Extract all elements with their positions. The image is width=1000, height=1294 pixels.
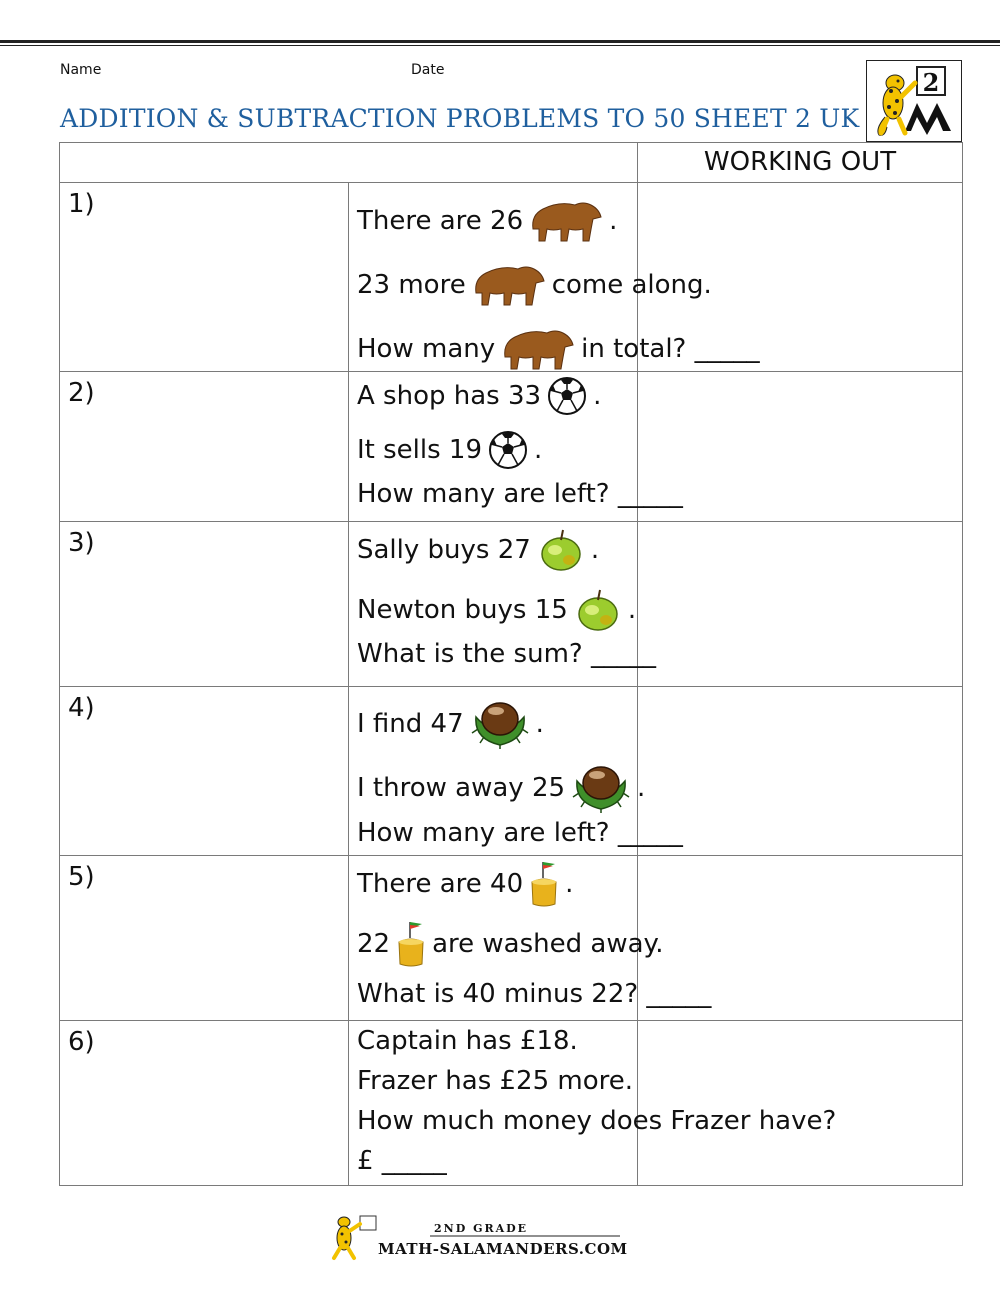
question-line: What is 40 minus 22? _____ [357,979,712,1009]
question-line: I throw away 25 . [357,763,637,813]
sandcastle-icon [396,920,426,968]
salamander-logo-icon [867,61,961,141]
question-number: 4) [60,687,349,856]
football-icon [488,430,528,470]
question-line: There are 26 . [357,199,637,243]
sandcastle-icon [529,860,559,908]
question-line: Frazer has £25 more. [357,1066,634,1096]
table-row [60,687,963,856]
question-number: 1) [60,183,349,372]
working-out-cell[interactable] [638,522,963,687]
table-header-row [60,143,963,183]
question-text [349,687,683,856]
question-line: Captain has £18. [357,1026,578,1056]
salamander-logo [866,60,962,142]
name-label: Name [60,62,102,78]
working-out-cell[interactable] [638,372,963,522]
question-line: How many are left? _____ [357,818,683,848]
question-text [349,372,683,522]
working-out-cell[interactable] [638,687,963,856]
question-number: 3) [60,522,349,687]
apple-icon [574,588,622,632]
question-line: How many are left? _____ [357,479,683,509]
table-row [60,1021,963,1186]
apple-icon [537,528,585,572]
bear-icon [472,263,546,307]
question-line: I find 47 . [357,699,637,749]
question-line: How many in total? _____ [357,327,637,371]
logo-number: 2 [922,68,940,97]
question-text [349,183,760,372]
question-line: There are 40 . [357,860,637,908]
worksheet-title: ADDITION & SUBTRACTION PROBLEMS TO 50 SHEET 2 UK [60,104,860,133]
question-line: 23 more come along. [357,263,637,307]
table-row [60,856,963,1021]
footer-grade-label: 2ND GRADE [434,1222,529,1235]
footer-site-label: MATH-SALAMANDERS.COM [378,1240,628,1258]
question-line: How much money does Frazer have? [357,1106,837,1136]
question-number: 5) [60,856,349,1021]
table-row [60,372,963,522]
question-line: 22 are washed away. [357,920,637,968]
question-line: A shop has 33 . [357,376,637,416]
question-line: It sells 19 . [357,430,637,470]
question-line: What is the sum? _____ [357,639,656,669]
table-row [60,183,963,372]
question-line: £ _____ [357,1146,447,1176]
conker-icon [470,699,530,749]
bear-icon [529,199,603,243]
working-out-cell[interactable] [638,1021,963,1186]
question-number: 6) [60,1021,349,1186]
header-blank-cell [60,143,638,183]
question-text [349,522,656,687]
top-rule [0,40,1000,46]
date-label: Date [411,62,445,78]
working-out-header: WORKING OUT [638,143,963,183]
bear-icon [501,327,575,371]
football-icon [547,376,587,416]
question-line: Sally buys 27 . [357,528,637,572]
question-number: 2) [60,372,349,522]
conker-icon [571,763,631,813]
question-text [349,856,712,1021]
question-text [349,1021,837,1186]
question-line: Newton buys 15 . [357,588,637,632]
table-row [60,522,963,687]
worksheet-table [59,142,963,1186]
